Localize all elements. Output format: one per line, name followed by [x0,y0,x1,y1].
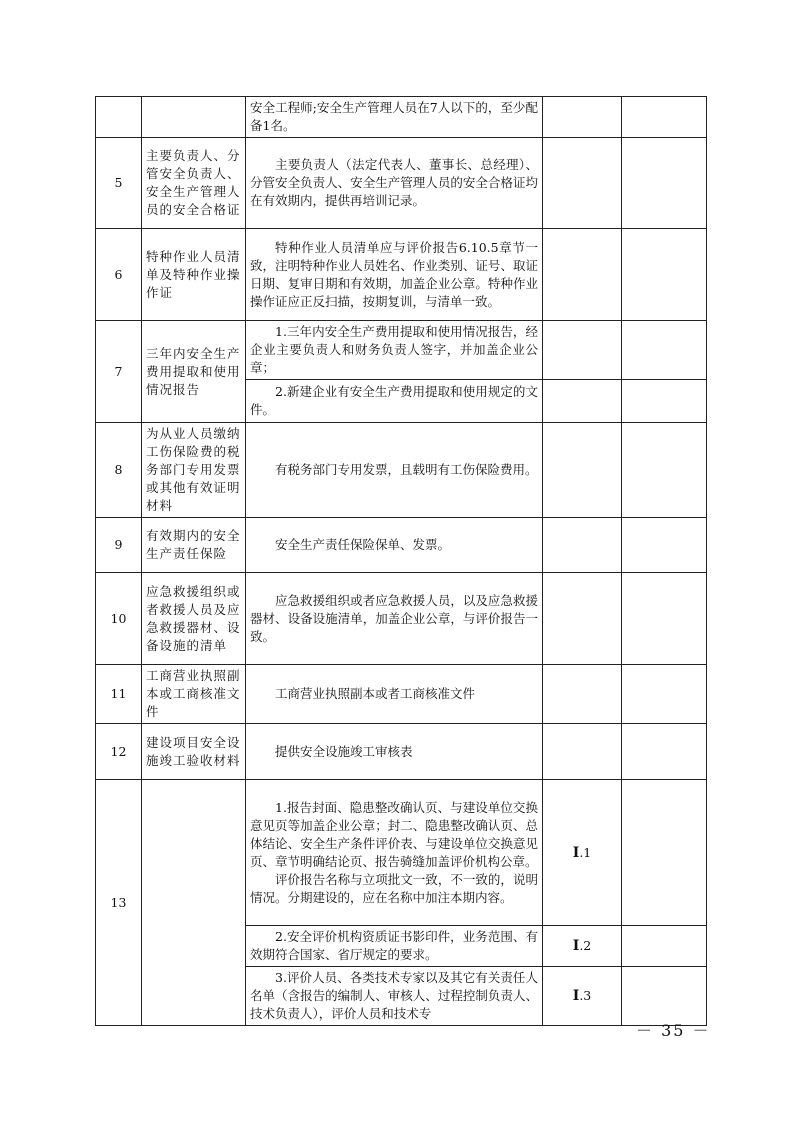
table-row [96,229,707,321]
table-row [96,97,707,138]
row-remark [622,573,707,665]
requirement-text: 特种作业人员清单应与评价报告6.10.5章节一致，注明特种作业人员姓名、作业类别、证号、取证日期、复审日期和有效期，加盖企业公章。特种作业操作证应正反扫描，按期复训，与清单一致。 [250,239,538,309]
row-code [543,665,622,724]
row-remark [622,229,707,321]
row-code [543,780,622,926]
requirement-text: 主要负责人（法定代表人、董事长、总经理）、分管安全负责人、安全生产管理人员的安全合格证均在有效期内，提供再培训记录。 [250,157,538,208]
row-item: 特种作业人员清单及特种作业操作证 [142,229,246,321]
row-remark [622,321,707,380]
row-requirement [246,967,543,1026]
row-requirement: 安全工程师;安全生产管理人员在7人以下的，至少配备1名。 [246,97,543,138]
table-row [96,665,707,724]
row-requirement [246,518,543,573]
row-requirement [246,423,543,518]
row-requirement [246,926,543,967]
row-requirement [246,665,543,724]
code-suffix: .1 [579,844,592,860]
row-item: 工商营业执照副本或工商核准文件 [142,665,246,724]
table-row [96,573,707,665]
requirement-text: 应急救援组织或者应急救援人员，以及应急救援器材、设备设施清单，加盖企业公章，与评价报告一致。 [250,592,538,644]
row-number: 8 [96,423,142,518]
row-requirement [246,321,543,380]
table-row [96,724,707,780]
row-item [142,780,246,1026]
table-row [96,518,707,573]
row-number: 5 [96,138,142,229]
page-number: － 35 － [636,1021,711,1040]
row-remark [622,518,707,573]
code-roman: Ⅰ [572,844,580,861]
requirement-text: 有税务部门专用发票，且载明有工伤保险费用。 [275,462,538,477]
row-code [543,321,622,380]
code-roman: Ⅰ [572,938,580,954]
row-code [543,573,622,665]
requirement-text: 3.评价人员、各类技术专家以及其它有关责任人名单（含报告的编制人、审核人、过程控制负责人、技术负责人），评价人员和技术专 [250,970,538,1021]
row-item: 应急救援组织或者救援人员及应急救援器材、设备设施的清单 [142,573,246,665]
row-number: 7 [96,321,142,423]
row-remark [622,380,707,423]
row-item: 为从业人员缴纳工伤保险费的税务部门专用发票或其他有效证明材料 [142,423,246,518]
row-item: 有效期内的安全生产责任保险 [142,518,246,573]
row-code [543,423,622,518]
table-row [96,423,707,518]
row-item: 主要负责人、分管安全负责人、安全生产管理人员的安全合格证 [142,138,246,229]
row-requirement [246,380,543,423]
row-remark [622,724,707,780]
row-number: 11 [96,665,142,724]
row-item [142,97,246,138]
row-number: 9 [96,518,142,573]
row-item: 三年内安全生产费用提取和使用情况报告 [142,321,246,423]
row-number: 6 [96,229,142,321]
row-number: 10 [96,573,142,665]
row-code [543,229,622,321]
row-number: 12 [96,724,142,780]
row-code [543,724,622,780]
row-requirement [246,780,543,926]
requirement-text: 工商营业执照副本或者工商核准文件 [275,686,476,701]
code-suffix: .3 [579,988,592,1003]
requirement-text: 提供安全设施竣工审核表 [275,743,413,759]
row-remark [622,780,707,926]
requirement-text: 1.报告封面、隐患整改确认页、与建设单位交换意见页等加盖企业公章；封二、隐患整改确认页、总体结论、安全生产条件评价表、与建设单位交换意见页、章节明确结论页、报告骑缝加盖评价机构公章。 [250,799,538,869]
table-row [96,321,707,380]
row-remark [622,665,707,724]
row-code [543,926,622,967]
row-code [543,138,622,229]
requirement-text: 2.安全评价机构资质证书影印件，业务范围、有效期符合国家、省厅规定的要求。 [250,929,538,962]
table-row [96,780,707,926]
row-item: 建设项目安全设施竣工验收材料 [142,724,246,780]
row-requirement [246,229,543,321]
row-number: 13 [96,780,142,1026]
requirements-table [95,96,707,1026]
requirement-text: 1.三年内安全生产费用提取和使用情况报告，经企业主要负责人和财务负责人签字，并加盖企业公章； [250,324,538,375]
row-code [543,967,622,1026]
row-requirement [246,724,543,780]
row-remark [622,97,707,138]
requirement-text-note: 评价报告名称与立项批文一致，不一致的，说明情况。分期建设的，应在名称中加注本期内容。 [250,871,538,905]
row-code [543,97,622,138]
row-requirement [246,138,543,229]
requirement-text: 安全生产责任保险保单、发票。 [275,537,451,552]
table-row [96,138,707,229]
row-requirement [246,573,543,665]
code-roman: Ⅰ [572,988,580,1004]
row-remark [622,926,707,967]
requirement-text: 2.新建企业有安全生产费用提取和使用规定的文件。 [250,384,538,417]
row-code [543,518,622,573]
row-remark [622,967,707,1026]
row-number [96,97,142,138]
row-code [543,380,622,423]
row-remark [622,138,707,229]
row-remark [622,423,707,518]
code-suffix: .2 [579,938,592,953]
